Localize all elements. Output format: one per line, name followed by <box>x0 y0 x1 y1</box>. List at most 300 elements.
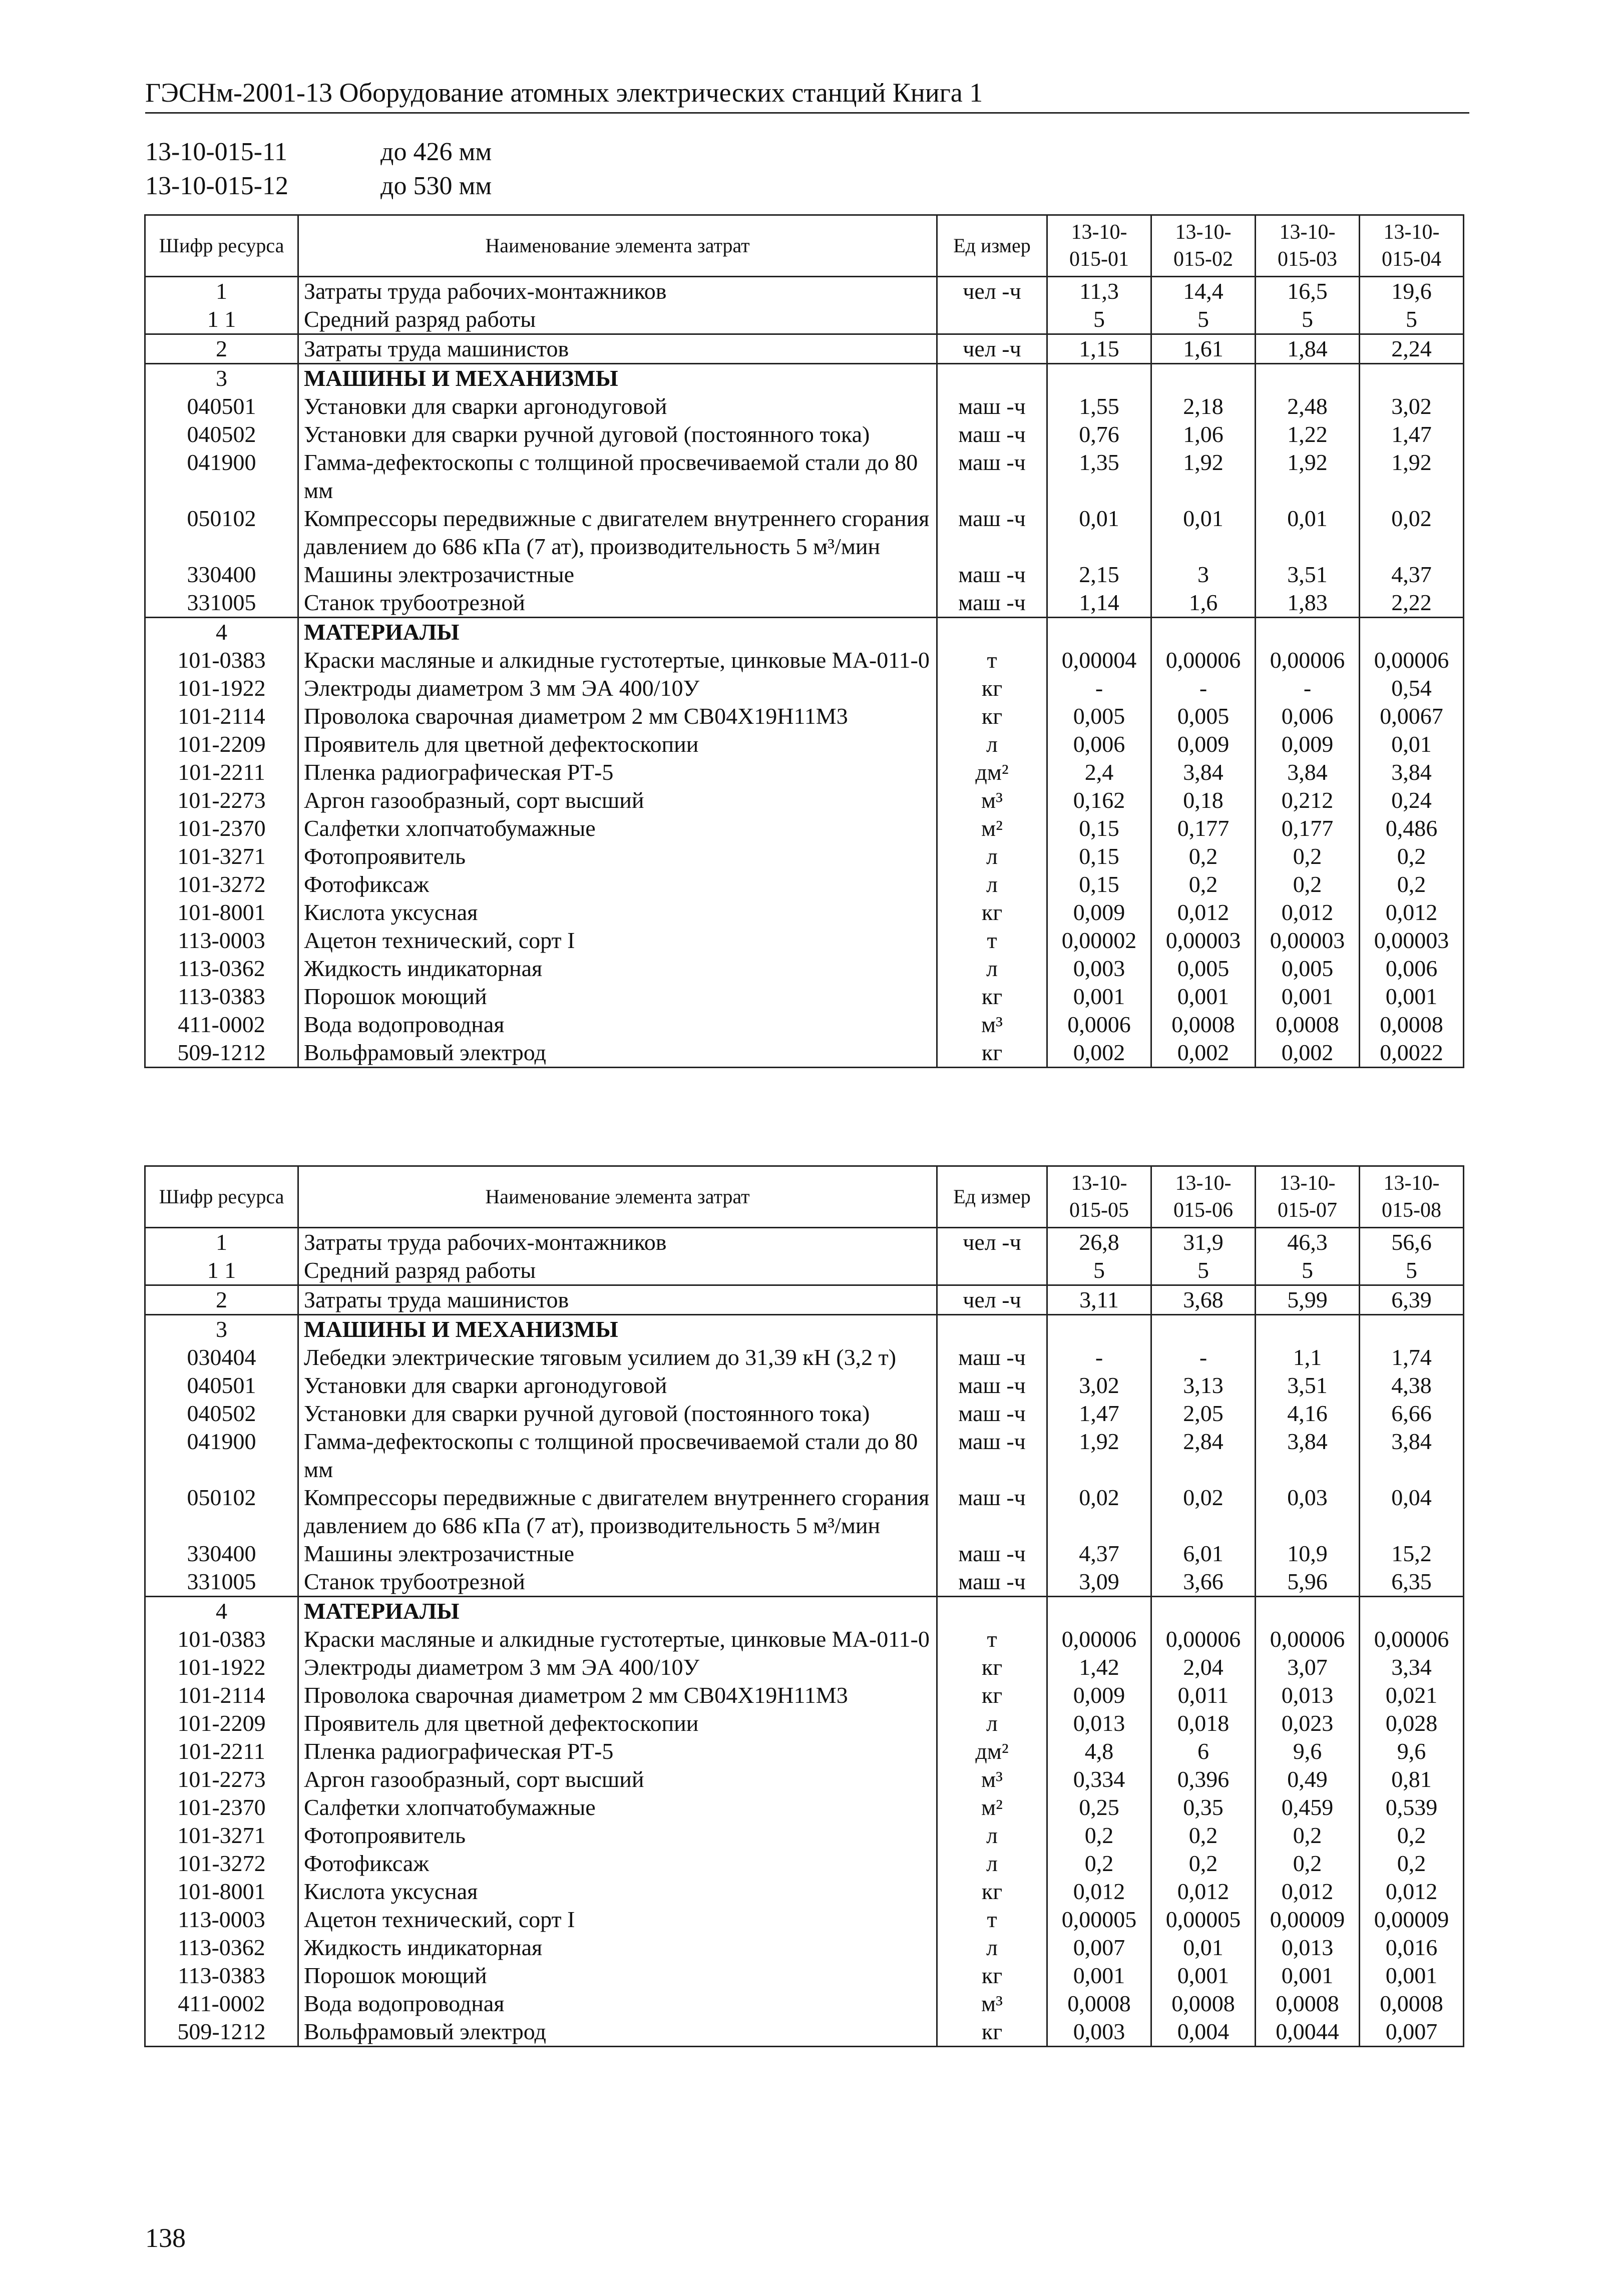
norm-value: 0,15 <box>1047 870 1151 898</box>
norm-value: 0,001 <box>1256 983 1360 1011</box>
element-name: Электроды диаметром 3 мм ЭА 400/10У <box>298 674 937 702</box>
element-name: МАШИНЫ И МЕХАНИЗМЫ <box>298 364 937 393</box>
unit-of-measure: маш -ч <box>937 1484 1047 1540</box>
resource-code: 101-2114 <box>145 1681 298 1709</box>
norm-value: 0,81 <box>1360 1765 1464 1793</box>
norm-value: 11,3 <box>1047 277 1151 306</box>
resource-code: 040501 <box>145 392 298 420</box>
unit-of-measure: л <box>937 870 1047 898</box>
norm-value: 0,00009 <box>1256 1906 1360 1934</box>
norm-value: 0,01 <box>1151 505 1256 561</box>
norm-value: 3,51 <box>1256 561 1360 589</box>
unit-of-measure: маш -ч <box>937 1428 1047 1484</box>
resource-code: 509-1212 <box>145 2018 298 2047</box>
norm-value: - <box>1151 1343 1256 1371</box>
table-row <box>145 1878 1464 1906</box>
norm-value: 0,012 <box>1047 1878 1151 1906</box>
table-row <box>145 1653 1464 1681</box>
norm-value: 0,2 <box>1360 870 1464 898</box>
norm-value: 1,74 <box>1360 1343 1464 1371</box>
element-name: Станок трубоотрезной <box>298 589 937 618</box>
table-row <box>145 589 1464 618</box>
resource-code: 331005 <box>145 589 298 618</box>
element-name: Установки для сварки аргонодуговой <box>298 1371 937 1400</box>
norm-value <box>1256 1597 1360 1626</box>
table-row <box>145 505 1464 561</box>
table-row <box>145 420 1464 448</box>
unit-of-measure: дм² <box>937 1737 1047 1765</box>
subheader-row <box>145 169 492 203</box>
resource-code: 1 <box>145 277 298 306</box>
norm-value: 0,003 <box>1047 2018 1151 2047</box>
norm-value: 0,003 <box>1047 955 1151 983</box>
col-header-norm: 13-10- 015-01 <box>1047 215 1151 277</box>
norm-value: 0,00003 <box>1256 927 1360 955</box>
resource-code: 509-1212 <box>145 1039 298 1068</box>
element-name: Вода водопроводная <box>298 1990 937 2018</box>
unit-of-measure: кг <box>937 983 1047 1011</box>
table-row <box>145 1625 1464 1653</box>
unit-of-measure: дм² <box>937 758 1047 786</box>
norm-value <box>1256 618 1360 647</box>
resource-code: 050102 <box>145 1484 298 1540</box>
resource-code: 101-0383 <box>145 1625 298 1653</box>
norm-value: 0,0008 <box>1047 1990 1151 2018</box>
subheader-code: 13-10-015-11 <box>145 138 288 166</box>
element-name: Краски масляные и алкидные густотертые, цинковые МА-011-0 <box>298 646 937 674</box>
table-row <box>145 955 1464 983</box>
resource-code: 101-0383 <box>145 646 298 674</box>
norm-value: 0,007 <box>1360 2018 1464 2047</box>
unit-of-measure: маш -ч <box>937 448 1047 505</box>
norm-value: 0,028 <box>1360 1709 1464 1737</box>
norm-value <box>1047 364 1151 393</box>
norm-value: 3,68 <box>1151 1285 1256 1315</box>
norm-value: 0,00006 <box>1151 646 1256 674</box>
element-name: Установки для сварки аргонодуговой <box>298 392 937 420</box>
element-name: Проволока сварочная диаметром 2 мм СВ04Х19Н11М3 <box>298 702 937 730</box>
table-row <box>145 1850 1464 1878</box>
norm-value: 3,51 <box>1256 1371 1360 1400</box>
element-name: МАТЕРИАЛЫ <box>298 618 937 647</box>
norm-value: 5 <box>1256 305 1360 334</box>
norm-value: 1,84 <box>1256 334 1360 364</box>
resource-code: 101-2209 <box>145 1709 298 1737</box>
norm-value: 0,007 <box>1047 1934 1151 1962</box>
table-row <box>145 1681 1464 1709</box>
norm-value: 6,35 <box>1360 1568 1464 1597</box>
norm-value: 1,55 <box>1047 392 1151 420</box>
norm-value: 0,459 <box>1256 1793 1360 1821</box>
norm-value: 5 <box>1151 305 1256 334</box>
norm-value: 15,2 <box>1360 1540 1464 1568</box>
norm-value <box>1151 1597 1256 1626</box>
resource-code: 101-2273 <box>145 786 298 814</box>
element-name: Затраты труда машинистов <box>298 1285 937 1315</box>
norm-value: 16,5 <box>1256 277 1360 306</box>
unit-of-measure: чел -ч <box>937 1228 1047 1257</box>
norm-value: 0,2 <box>1360 1821 1464 1850</box>
norm-value: 0,2 <box>1256 1850 1360 1878</box>
resource-code: 113-0362 <box>145 1934 298 1962</box>
unit-of-measure <box>937 364 1047 393</box>
norm-value: 3,84 <box>1151 758 1256 786</box>
norm-value: 0,01 <box>1360 730 1464 758</box>
norm-value: 3,09 <box>1047 1568 1151 1597</box>
table-row <box>145 1484 1464 1540</box>
element-name: Проявитель для цветной дефектоскопии <box>298 730 937 758</box>
resource-code: 3 <box>145 1315 298 1344</box>
element-name: Жидкость индикаторная <box>298 955 937 983</box>
norm-value: 3,07 <box>1256 1653 1360 1681</box>
norm-value: 0,2 <box>1047 1821 1151 1850</box>
norm-value: 0,016 <box>1360 1934 1464 1962</box>
table-row <box>145 758 1464 786</box>
norm-value: 0,00006 <box>1256 646 1360 674</box>
norm-value <box>1047 1315 1151 1344</box>
norm-value: 0,0008 <box>1151 1990 1256 2018</box>
unit-of-measure: т <box>937 1625 1047 1653</box>
norm-value: 0,006 <box>1360 955 1464 983</box>
norm-value: 0,018 <box>1151 1709 1256 1737</box>
document-header: ГЭСНм-2001-13 Оборудование атомных электрических станций Книга 1 <box>145 75 1469 114</box>
col-header-code: Шифр ресурса <box>145 1166 298 1228</box>
resource-code: 101-2370 <box>145 814 298 842</box>
unit-of-measure: кг <box>937 1653 1047 1681</box>
resource-code: 041900 <box>145 448 298 505</box>
table-row <box>145 1709 1464 1737</box>
norm-value <box>1047 618 1151 647</box>
unit-of-measure: кг <box>937 1962 1047 1990</box>
norm-value: 1,92 <box>1151 448 1256 505</box>
norm-value: 0,25 <box>1047 1793 1151 1821</box>
resource-code: 2 <box>145 1285 298 1315</box>
norm-value: 0,012 <box>1151 1878 1256 1906</box>
element-name: Вольфрамовый электрод <box>298 2018 937 2047</box>
norm-value: 26,8 <box>1047 1228 1151 1257</box>
unit-of-measure: кг <box>937 674 1047 702</box>
col-header-unit: Ед измер <box>937 1166 1047 1228</box>
table-row <box>145 1343 1464 1371</box>
norm-value: 0,212 <box>1256 786 1360 814</box>
resource-code: 113-0003 <box>145 1906 298 1934</box>
table-row <box>145 1962 1464 1990</box>
norm-value: 0,0006 <box>1047 1011 1151 1039</box>
table-row <box>145 898 1464 927</box>
resource-code: 041900 <box>145 1428 298 1484</box>
element-name: МАТЕРИАЛЫ <box>298 1597 937 1626</box>
unit-of-measure: м³ <box>937 786 1047 814</box>
norm-value: 0,0008 <box>1256 1011 1360 1039</box>
norm-value: 3 <box>1151 561 1256 589</box>
norm-value: 0,002 <box>1047 1039 1151 1068</box>
unit-of-measure: маш -ч <box>937 420 1047 448</box>
table-row <box>145 1371 1464 1400</box>
norm-value: 1,83 <box>1256 589 1360 618</box>
norm-value: 9,6 <box>1360 1737 1464 1765</box>
table-row <box>145 618 1464 647</box>
unit-of-measure: кг <box>937 898 1047 927</box>
norm-value: 3,66 <box>1151 1568 1256 1597</box>
resource-code: 4 <box>145 618 298 647</box>
table-row <box>145 702 1464 730</box>
unit-of-measure: маш -ч <box>937 392 1047 420</box>
norm-value: 5 <box>1360 305 1464 334</box>
norm-value: - <box>1256 674 1360 702</box>
table-row <box>145 1906 1464 1934</box>
element-name: Установки для сварки ручной дуговой (постоянного тока) <box>298 1400 937 1428</box>
element-name: Фотопроявитель <box>298 1821 937 1850</box>
resource-code: 101-2209 <box>145 730 298 758</box>
resource-code: 113-0362 <box>145 955 298 983</box>
norm-value: 0,001 <box>1151 983 1256 1011</box>
norm-value: 0,15 <box>1047 814 1151 842</box>
unit-of-measure: кг <box>937 2018 1047 2047</box>
norm-value: 5,99 <box>1256 1285 1360 1315</box>
norm-value <box>1047 1597 1151 1626</box>
norm-value: 0,004 <box>1151 2018 1256 2047</box>
norm-value: 0,001 <box>1047 1962 1151 1990</box>
table-row <box>145 1428 1464 1484</box>
resource-code: 330400 <box>145 1540 298 1568</box>
unit-of-measure: л <box>937 955 1047 983</box>
norm-value: 0,539 <box>1360 1793 1464 1821</box>
table-row <box>145 277 1464 306</box>
norm-value: 0,012 <box>1360 898 1464 927</box>
norm-value: 0,396 <box>1151 1765 1256 1793</box>
norm-value: 0,012 <box>1360 1878 1464 1906</box>
element-name: Электроды диаметром 3 мм ЭА 400/10У <box>298 1653 937 1681</box>
unit-of-measure <box>937 1256 1047 1285</box>
subheader-text: до 426 мм <box>380 138 492 166</box>
norm-value: 1,06 <box>1151 420 1256 448</box>
unit-of-measure: кг <box>937 1878 1047 1906</box>
norm-value: 0,00004 <box>1047 646 1151 674</box>
unit-of-measure <box>937 1597 1047 1626</box>
resource-code: 040502 <box>145 420 298 448</box>
norm-value: 0,001 <box>1047 983 1151 1011</box>
norm-value: 0,2 <box>1151 1850 1256 1878</box>
unit-of-measure: л <box>937 1934 1047 1962</box>
norm-value: 0,49 <box>1256 1765 1360 1793</box>
resource-code: 113-0003 <box>145 927 298 955</box>
norm-value: 5 <box>1360 1256 1464 1285</box>
norm-value: 0,54 <box>1360 674 1464 702</box>
unit-of-measure <box>937 618 1047 647</box>
norm-value: 0,18 <box>1151 786 1256 814</box>
resource-code: 411-0002 <box>145 1990 298 2018</box>
resource-code: 030404 <box>145 1343 298 1371</box>
element-name: Порошок моющий <box>298 983 937 1011</box>
resource-code: 1 1 <box>145 1256 298 1285</box>
element-name: Пленка радиографическая РТ-5 <box>298 1737 937 1765</box>
norm-value: 1,6 <box>1151 589 1256 618</box>
resource-code: 101-3271 <box>145 1821 298 1850</box>
element-name: МАШИНЫ И МЕХАНИЗМЫ <box>298 1315 937 1344</box>
norm-value: 1,47 <box>1047 1400 1151 1428</box>
norm-value <box>1256 1315 1360 1344</box>
table-row <box>145 870 1464 898</box>
norm-value: 0,0008 <box>1360 1011 1464 1039</box>
resource-table-1 <box>144 214 1464 1068</box>
norm-value: 0,009 <box>1256 730 1360 758</box>
norm-value: 4,38 <box>1360 1371 1464 1400</box>
element-name: Фотопроявитель <box>298 842 937 870</box>
norm-value: 0,013 <box>1047 1709 1151 1737</box>
norm-value: 6,66 <box>1360 1400 1464 1428</box>
resource-code: 101-1922 <box>145 674 298 702</box>
norm-value: 0,00003 <box>1151 927 1256 955</box>
table-row <box>145 448 1464 505</box>
norm-value: 0,006 <box>1256 702 1360 730</box>
resource-code: 101-3271 <box>145 842 298 870</box>
table-row <box>145 1821 1464 1850</box>
unit-of-measure: л <box>937 1821 1047 1850</box>
norm-value: 5 <box>1047 305 1151 334</box>
unit-of-measure: маш -ч <box>937 1540 1047 1568</box>
unit-of-measure: кг <box>937 702 1047 730</box>
norm-value: 0,01 <box>1151 1934 1256 1962</box>
norm-value: 1,47 <box>1360 420 1464 448</box>
element-name: Компрессоры передвижные с двигателем внутреннего сгорания давлением до 686 кПа (7 ат), производительность 5 м³/мин <box>298 1484 937 1540</box>
norm-value: 0,005 <box>1151 955 1256 983</box>
col-header-norm: 13-10- 015-02 <box>1151 215 1256 277</box>
norm-value: 3,84 <box>1360 758 1464 786</box>
norm-value: 0,0008 <box>1360 1990 1464 2018</box>
table-row <box>145 1228 1464 1257</box>
norm-value: 0,2 <box>1047 1850 1151 1878</box>
norm-value: 0,0022 <box>1360 1039 1464 1068</box>
table-row <box>145 364 1464 393</box>
unit-of-measure: чел -ч <box>937 334 1047 364</box>
table-row <box>145 1256 1464 1285</box>
resource-code: 101-2370 <box>145 1793 298 1821</box>
norm-value: 0,162 <box>1047 786 1151 814</box>
table-row <box>145 730 1464 758</box>
resource-code: 101-3272 <box>145 870 298 898</box>
norm-value: 1,61 <box>1151 334 1256 364</box>
element-name: Станок трубоотрезной <box>298 1568 937 1597</box>
norm-value: 0,00002 <box>1047 927 1151 955</box>
table-row <box>145 814 1464 842</box>
table-row <box>145 1990 1464 2018</box>
resource-code: 1 1 <box>145 305 298 334</box>
norm-value: 0,2 <box>1256 1821 1360 1850</box>
table-row <box>145 392 1464 420</box>
norm-value: 1,15 <box>1047 334 1151 364</box>
element-name: Пленка радиографическая РТ-5 <box>298 758 937 786</box>
element-name: Кислота уксусная <box>298 1878 937 1906</box>
norm-value: 3,84 <box>1256 758 1360 786</box>
norm-value: - <box>1047 1343 1151 1371</box>
norm-value <box>1360 364 1464 393</box>
norm-value: 19,6 <box>1360 277 1464 306</box>
norm-value <box>1360 1597 1464 1626</box>
norm-value: 0,2 <box>1151 842 1256 870</box>
norm-value: 0,009 <box>1047 1681 1151 1709</box>
element-name: Машины электрозачистные <box>298 561 937 589</box>
norm-value: 0,023 <box>1256 1709 1360 1737</box>
norm-value: 9,6 <box>1256 1737 1360 1765</box>
element-name: Аргон газообразный, сорт высший <box>298 1765 937 1793</box>
element-name: Затраты труда машинистов <box>298 334 937 364</box>
norm-value: 0,76 <box>1047 420 1151 448</box>
norm-value: 6,01 <box>1151 1540 1256 1568</box>
unit-of-measure: л <box>937 1850 1047 1878</box>
element-name: Ацетон технический, сорт I <box>298 927 937 955</box>
unit-of-measure: кг <box>937 1039 1047 1068</box>
resource-code: 101-3272 <box>145 1850 298 1878</box>
element-name: Вольфрамовый электрод <box>298 1039 937 1068</box>
unit-of-measure: т <box>937 927 1047 955</box>
page-number: 138 <box>145 2223 186 2253</box>
norm-value: 2,48 <box>1256 392 1360 420</box>
unit-of-measure: маш -ч <box>937 1568 1047 1597</box>
norm-value: 0,2 <box>1256 842 1360 870</box>
norm-value: 2,24 <box>1360 334 1464 364</box>
element-name: Вода водопроводная <box>298 1011 937 1039</box>
element-name: Затраты труда рабочих-монтажников <box>298 277 937 306</box>
element-name: Аргон газообразный, сорт высший <box>298 786 937 814</box>
norm-value: 0,012 <box>1151 898 1256 927</box>
resource-code: 2 <box>145 334 298 364</box>
col-header-norm: 13-10- 015-08 <box>1360 1166 1464 1228</box>
norm-value: 0,001 <box>1360 1962 1464 1990</box>
norm-value: 3,34 <box>1360 1653 1464 1681</box>
norm-value: 0,002 <box>1256 1039 1360 1068</box>
element-name: Краски масляные и алкидные густотертые, цинковые МА-011-0 <box>298 1625 937 1653</box>
norm-value: 2,84 <box>1151 1428 1256 1484</box>
norm-value: 3,11 <box>1047 1285 1151 1315</box>
resource-code: 113-0383 <box>145 1962 298 1990</box>
norm-value: 0,00006 <box>1360 646 1464 674</box>
unit-of-measure: маш -ч <box>937 1343 1047 1371</box>
norm-value: 0,001 <box>1256 1962 1360 1990</box>
element-name: Гамма-дефектоскопы с толщиной просвечиваемой стали до 80 мм <box>298 1428 937 1484</box>
norm-value: 2,05 <box>1151 1400 1256 1428</box>
norm-value: 1,1 <box>1256 1343 1360 1371</box>
norm-value: 10,9 <box>1256 1540 1360 1568</box>
norm-value: 0,2 <box>1151 1821 1256 1850</box>
norm-value: 0,00009 <box>1360 1906 1464 1934</box>
resource-code: 101-2211 <box>145 1737 298 1765</box>
norm-value: 0,15 <box>1047 842 1151 870</box>
table-row <box>145 1315 1464 1344</box>
unit-of-measure: л <box>937 730 1047 758</box>
norm-value: 0,021 <box>1360 1681 1464 1709</box>
resource-code: 331005 <box>145 1568 298 1597</box>
element-name: Фотофиксаж <box>298 1850 937 1878</box>
norm-value: 1,92 <box>1047 1428 1151 1484</box>
norm-value: 0,02 <box>1151 1484 1256 1540</box>
norm-value: 6 <box>1151 1737 1256 1765</box>
element-name: Лебедки электрические тяговым усилием до 31,39 кН (3,2 т) <box>298 1343 937 1371</box>
resource-code: 040502 <box>145 1400 298 1428</box>
element-name: Установки для сварки ручной дуговой (постоянного тока) <box>298 420 937 448</box>
element-name: Средний разряд работы <box>298 305 937 334</box>
norm-value: 0,2 <box>1360 1850 1464 1878</box>
norm-value: 0,011 <box>1151 1681 1256 1709</box>
unit-of-measure: л <box>937 842 1047 870</box>
norm-value: 0,35 <box>1151 1793 1256 1821</box>
element-name: Затраты труда рабочих-монтажников <box>298 1228 937 1257</box>
norm-value: 0,001 <box>1151 1962 1256 1990</box>
norm-value: 0,0008 <box>1151 1011 1256 1039</box>
subheader <box>145 135 492 203</box>
norm-value: 14,4 <box>1151 277 1256 306</box>
element-name: Проявитель для цветной дефектоскопии <box>298 1709 937 1737</box>
norm-value <box>1360 618 1464 647</box>
